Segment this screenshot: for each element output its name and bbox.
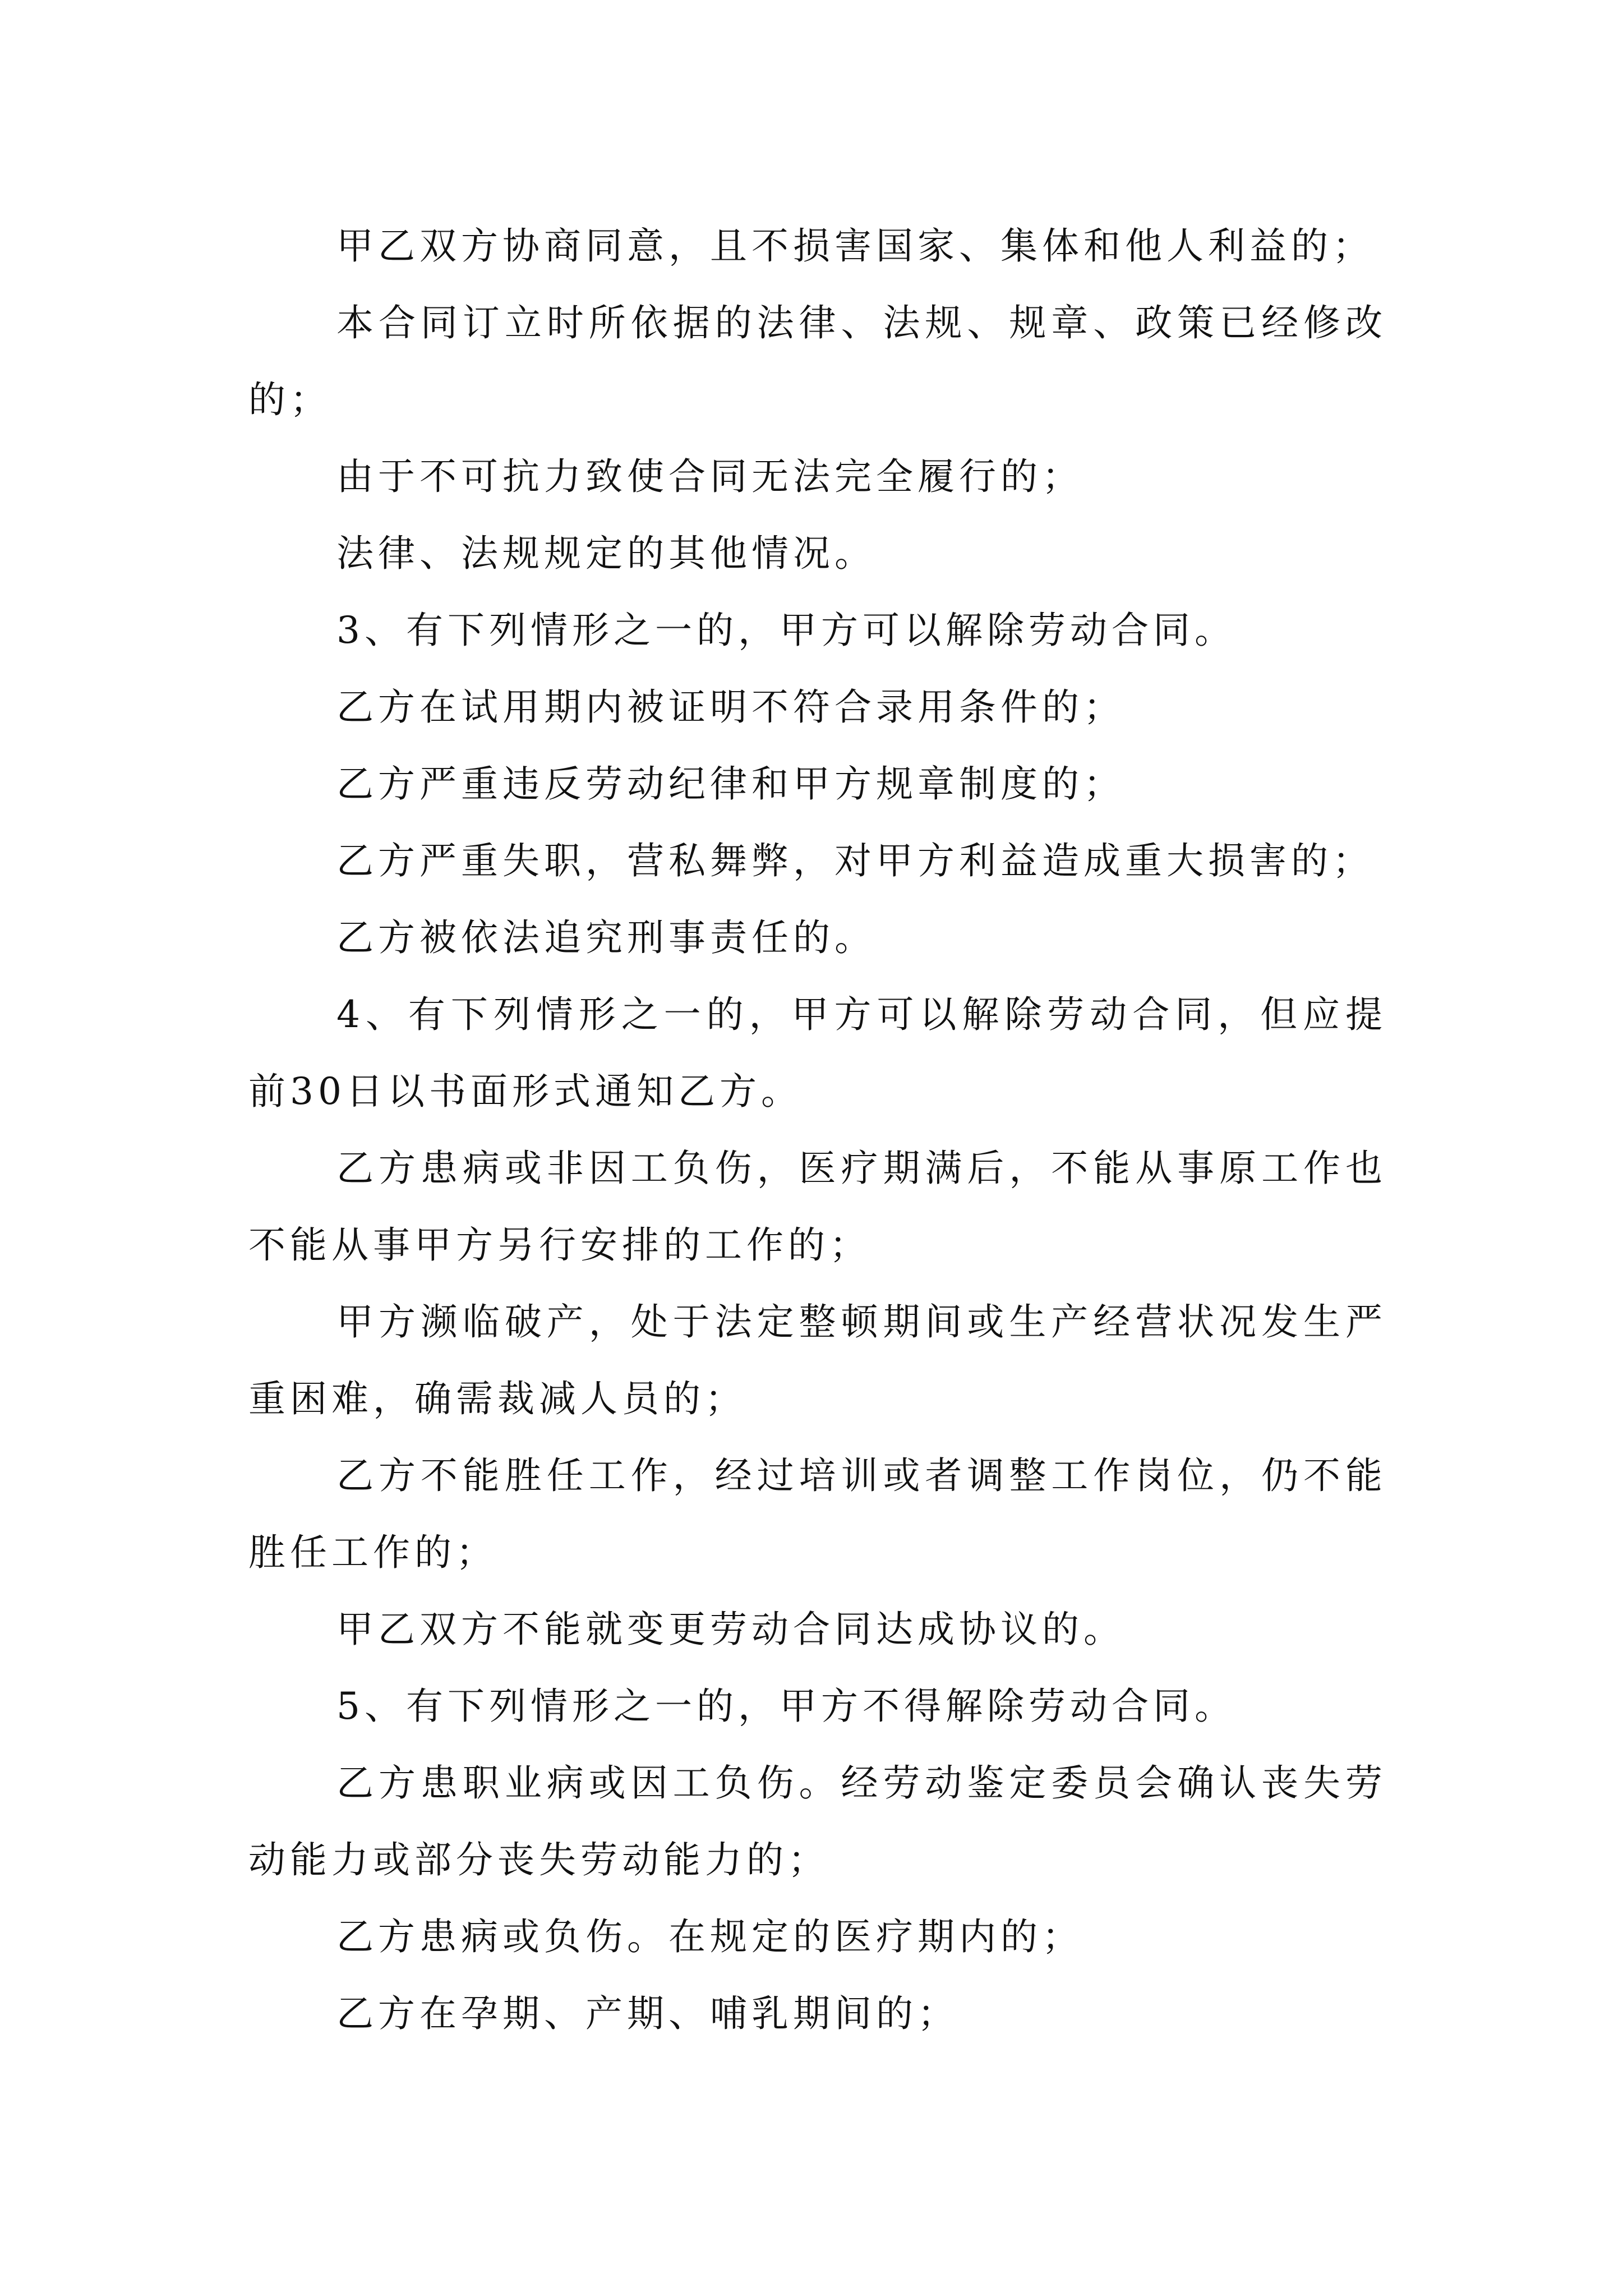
paragraph: 甲方濒临破产，处于法定整顿期间或生产经营状况发生严重困难，确需裁减人员的；: [248, 1300, 1387, 1420]
paragraph: 甲乙双方协商同意，且不损害国家、集体和他人利益的；: [336, 224, 1374, 268]
paragraph: 3、有下列情形之一的，甲方可以解除劳动合同。: [336, 609, 1236, 652]
paragraph: 乙方严重失职，营私舞弊，对甲方利益造成重大损害的；: [336, 839, 1374, 882]
paragraph: 乙方患职业病或因工负伤。经劳动鉴定委员会确认丧失劳动能力或部分丧失劳动能力的；: [248, 1761, 1387, 1881]
document-body: [248, 208, 1387, 2052]
paragraph: 乙方在孕期、产期、哺乳期间的；: [336, 1992, 959, 2035]
paragraph: 乙方被依法追究刑事责任的。: [336, 916, 876, 959]
paragraph: 由于不可抗力致使合同无法完全履行的；: [336, 455, 1083, 498]
paragraph: 4、有下列情形之一的，甲方可以解除劳动合同，但应提前30日以书面形式通知乙方。: [248, 993, 1387, 1113]
paragraph: 乙方不能胜任工作，经过培训或者调整工作岗位，仍不能胜任工作的；: [248, 1454, 1387, 1574]
paragraph: 本合同订立时所依据的法律、法规、规章、政策已经修改的；: [248, 301, 1387, 421]
paragraph: 乙方严重违反劳动纪律和甲方规章制度的；: [336, 762, 1125, 806]
paragraph: 5、有下列情形之一的，甲方不得解除劳动合同。: [336, 1685, 1236, 1728]
paragraph: 甲乙双方不能就变更劳动合同达成协议的。: [336, 1608, 1125, 1651]
paragraph: 乙方在试用期内被证明不符合录用条件的；: [336, 685, 1125, 729]
paragraph: 法律、法规规定的其他情况。: [336, 532, 876, 575]
paragraph: 乙方患病或非因工负伤，医疗期满后，不能从事原工作也不能从事甲方另行安排的工作的；: [248, 1147, 1387, 1267]
paragraph: 乙方患病或负伤。在规定的医疗期内的；: [336, 1915, 1083, 1958]
